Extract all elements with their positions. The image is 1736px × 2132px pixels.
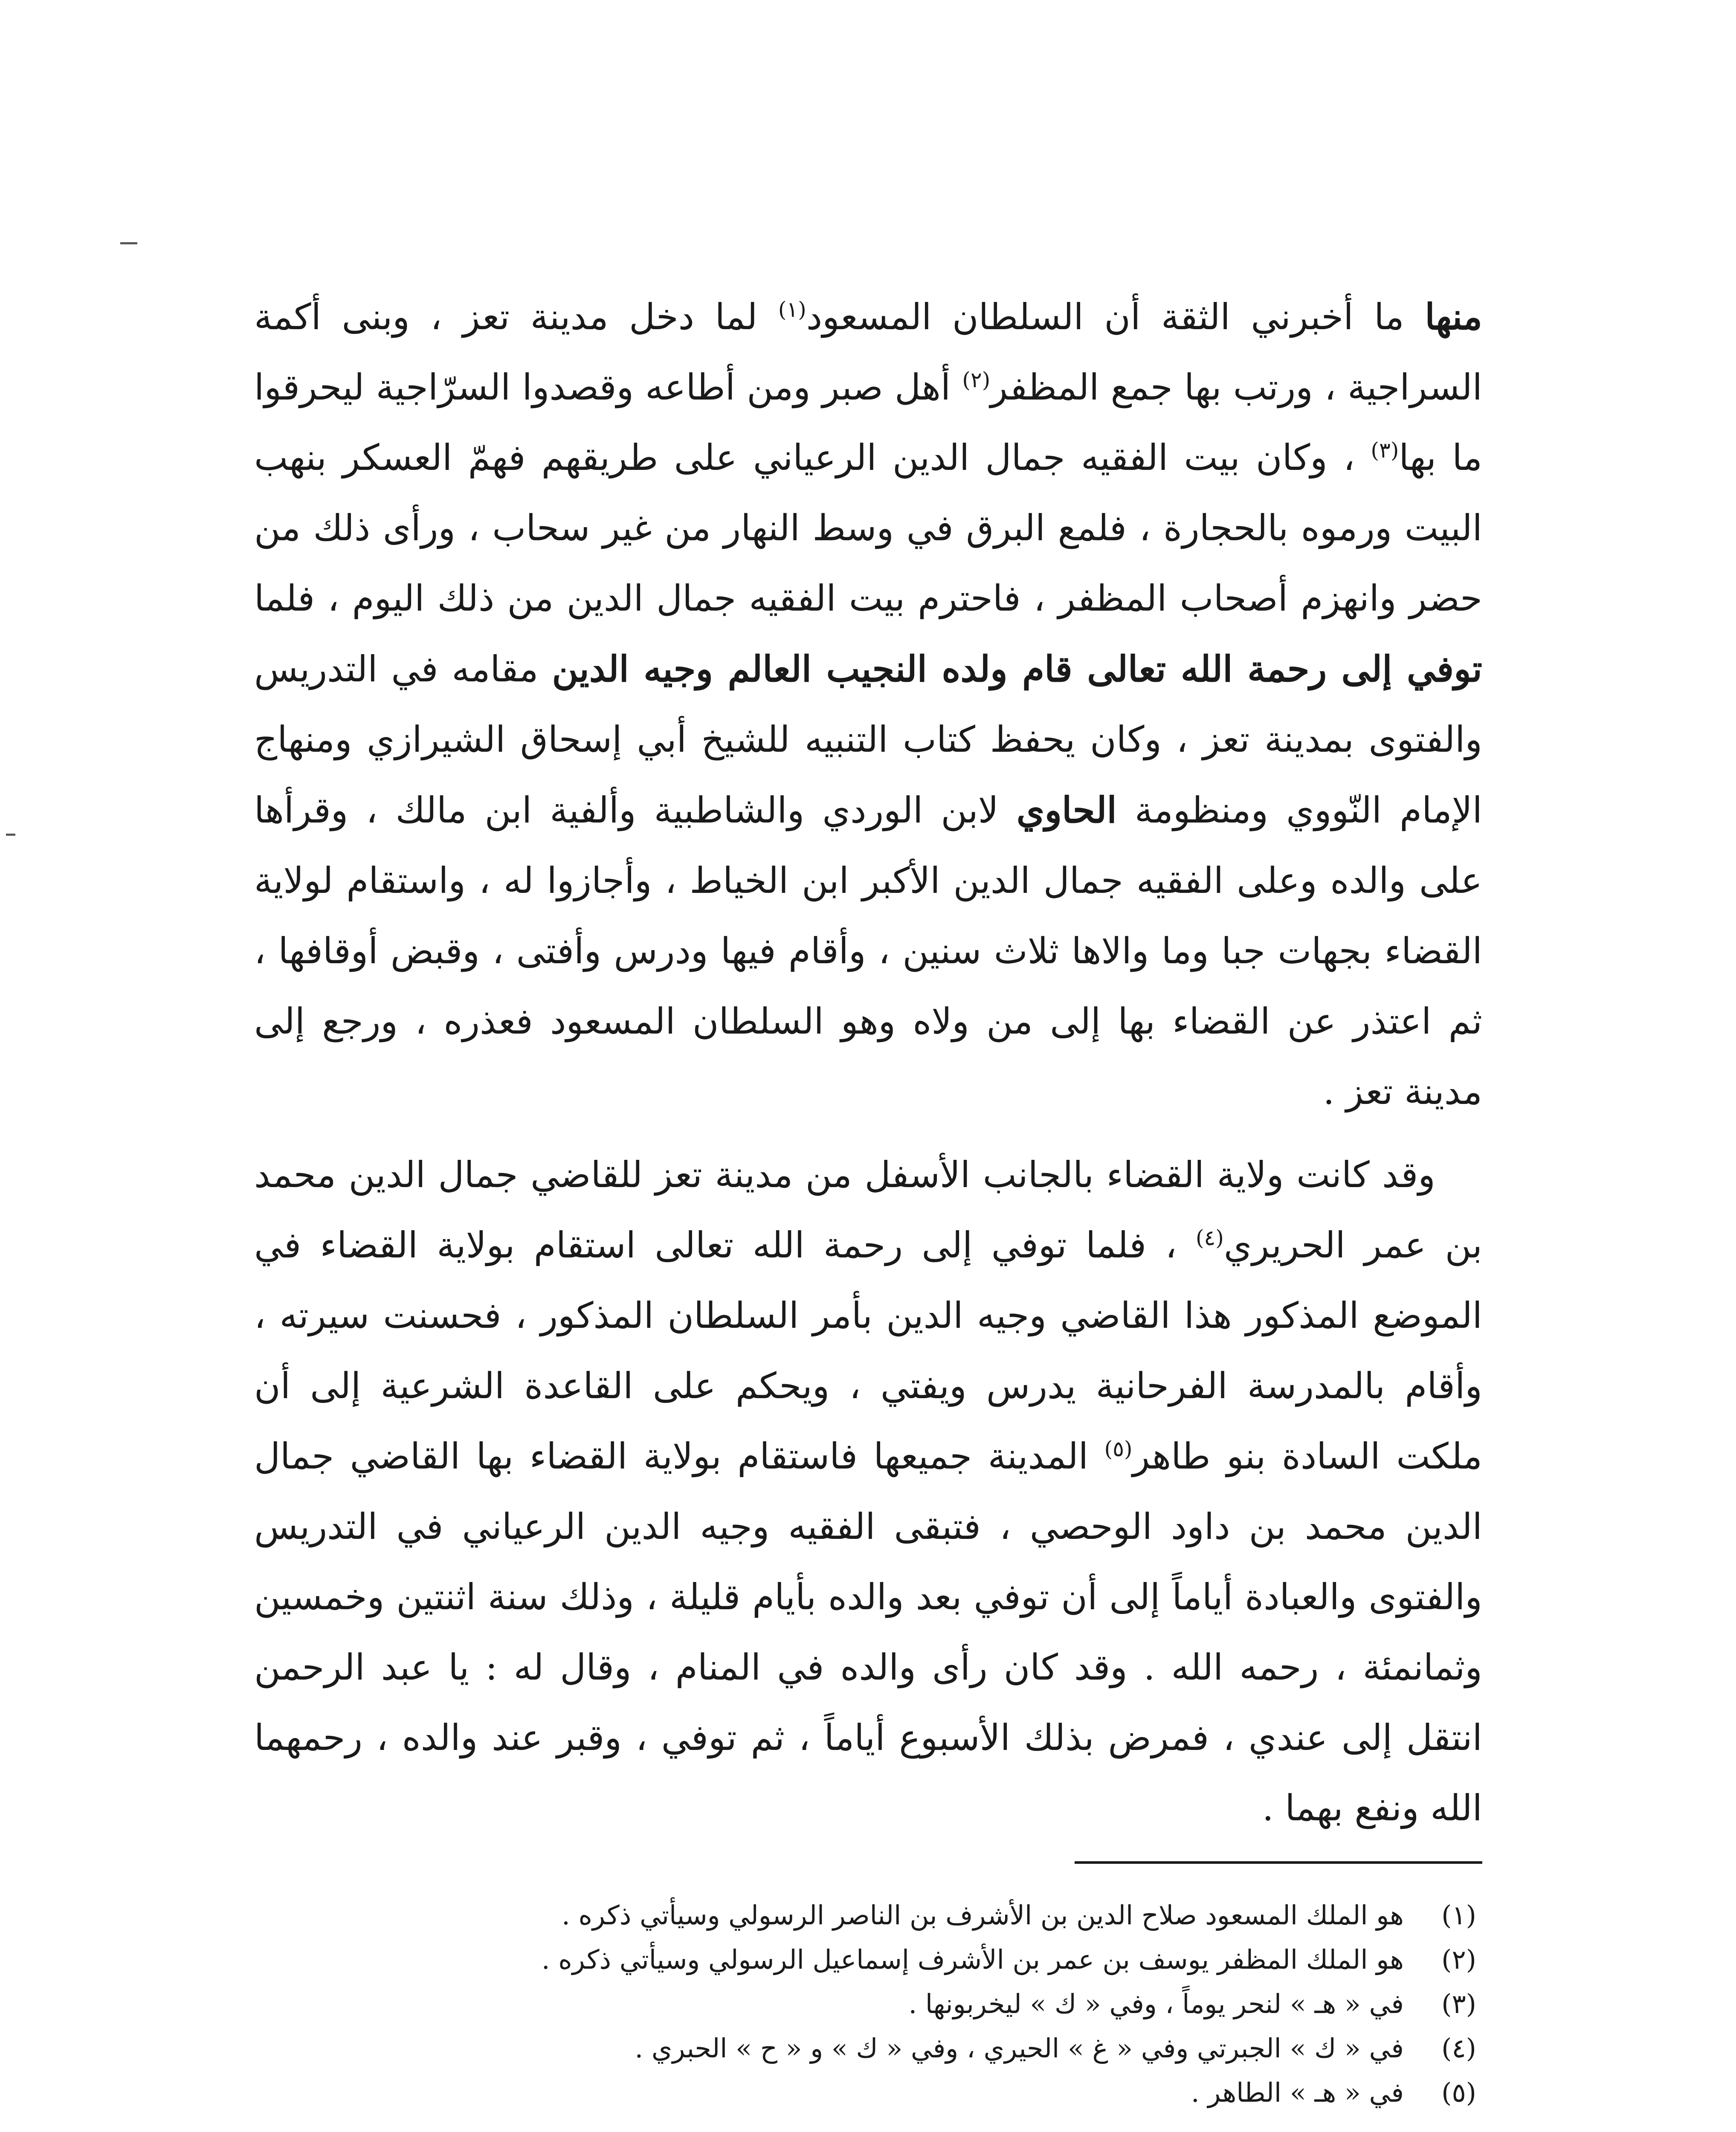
footnote-item: [254, 1938, 1482, 1982]
scan-mark-top: [120, 242, 137, 244]
footnote-number: (٢): [1441, 1944, 1476, 1975]
footnote-ref-4[interactable]: (٤): [1196, 1225, 1224, 1250]
paragraph-2-segment-1: وقد كانت ولاية القضاء بالجانب الأسفل من مدينة تعز للقاضي جمال الدين محمد بن عمر الحريري: [254, 1154, 1482, 1266]
paragraph-1-segment-6: لابن الوردي والشاطبية وألفية ابن مالك ، وقرأها على والده وعلى الفقيه جمال الدين الأكبر ابن الخياط ، وأجازوا له ، واستقام لولاية القضاء بجهات جبا وما والاها ثلاث سنين ، وأقام فيها ودرس وأفتى ، وقبض أوقافها ، ثم اعتذر عن القضاء بها إلى من ولاه وهو السلطان المسعود فعذره ، ورجع إلى مدينة تعز .: [254, 789, 1483, 1112]
footnote-number: (٣): [1441, 1988, 1476, 2019]
footnote-item: [254, 1982, 1482, 2026]
main-text: [254, 281, 1482, 1843]
paragraph-1-segment-1: ما أخبرني الثقة أن السلطان المسعود: [806, 296, 1425, 338]
paragraph-1-segment-5: مقامه في التدريس والفتوى بمدينة تعز ، وكان يحفظ كتاب التنبيه للشيخ أبي إسحاق الشيرازي ومنهاج الإمام النّووي ومنظومة: [254, 648, 1482, 831]
bold-word-hawi: الحاوي: [1016, 789, 1117, 831]
footnote-text: في « ك » الجبرتي وفي « غ » الحيري ، وفي « ك » و « ح » الحبري .: [635, 2033, 1404, 2064]
paragraph-1-segment-2: لما دخل مدينة تعز ، وبنى أكمة السراجية ، ورتب بها جمع المظفر: [254, 296, 1482, 408]
footnote-text: هو الملك المظفر يوسف بن عمر بن الأشرف إسماعيل الرسولي وسيأتي ذكره .: [541, 1944, 1404, 1975]
footnote-ref-5[interactable]: (٥): [1104, 1437, 1133, 1461]
footnotes: [254, 1893, 1482, 2115]
footnote-ref-2[interactable]: (٢): [962, 368, 991, 392]
paragraph-1-segment-3: أهل صبر ومن أطاعه وقصدوا السرّاجية ليحرقوا ما بها: [254, 366, 1482, 478]
footnote-number: (٥): [1441, 2077, 1476, 2108]
footnote-text: هو الملك المسعود صلاح الدين بن الأشرف بن الناصر الرسولي وسيأتي ذكره .: [562, 1900, 1404, 1931]
footnote-divider: [1075, 1861, 1482, 1864]
paragraph-1-segment-4: ، وكان بيت الفقيه جمال الدين الرعياني على طريقهم فهمّ العسكر بنهب البيت ورموه بالحجارة ، فلمع البرق في وسط النهار من غير سحاب ، ورأى ذلك من حضر وانهزم أصحاب المظفر ، فاحترم بيت الفقيه جمال الدين من ذلك اليوم ، فلما: [254, 437, 1482, 619]
footnote-ref-3[interactable]: (٣): [1371, 438, 1399, 463]
footnote-number: (٤): [1441, 2033, 1476, 2064]
lead-word: منها: [1425, 295, 1482, 338]
footnote-item: [254, 2026, 1482, 2071]
footnote-text: في « هـ » لنحر يوماً ، وفي « ك » ليخربونها .: [908, 1988, 1404, 2019]
paragraph-2: [254, 1140, 1482, 1843]
footnote-item: [254, 1893, 1482, 1938]
scan-mark-middle: [6, 834, 15, 836]
footnote-item: [254, 2071, 1482, 2115]
footnote-number: (١): [1441, 1900, 1476, 1931]
paragraph-2-segment-3: المدينة جميعها فاستقام بولاية القضاء بها القاضي جمال الدين محمد بن داود الوحصي ، فتبقى الفقيه وجيه الدين الرعياني في التدريس والفتوى والعبادة أياماً إلى أن توفي بعد والده بأيام قليلة ، وذلك سنة اثنتين وخمسين وثمانمئة ، رحمه الله . وقد كان رأى والده في المنام ، وقال له : يا عبد الرحمن انتقل إلى عندي ، فمرض بذلك الأسبوع أياماً ، ثم توفي ، وقبر عند والده ، رحمهما الله ونفع بهما .: [254, 1435, 1482, 1829]
footnote-text: في « هـ » الطاهر .: [1191, 2077, 1404, 2108]
bold-phrase: توفي إلى رحمة الله تعالى قام ولده النجيب العالم وجيه الدين: [552, 648, 1482, 690]
paragraph-1: [254, 281, 1482, 1127]
footnote-ref-1[interactable]: (١): [778, 297, 806, 322]
paragraph-2-segment-2: ، فلما توفي إلى رحمة الله تعالى استقام بولاية القضاء في الموضع المذكور هذا القاضي وجيه الدين بأمر السلطان المذكور ، فحسنت سيرته ، وأقام بالمدرسة الفرحانية يدرس ويفتي ، ويحكم على القاعدة الشرعية إلى أن ملكت السادة بنو طاهر: [254, 1224, 1482, 1477]
